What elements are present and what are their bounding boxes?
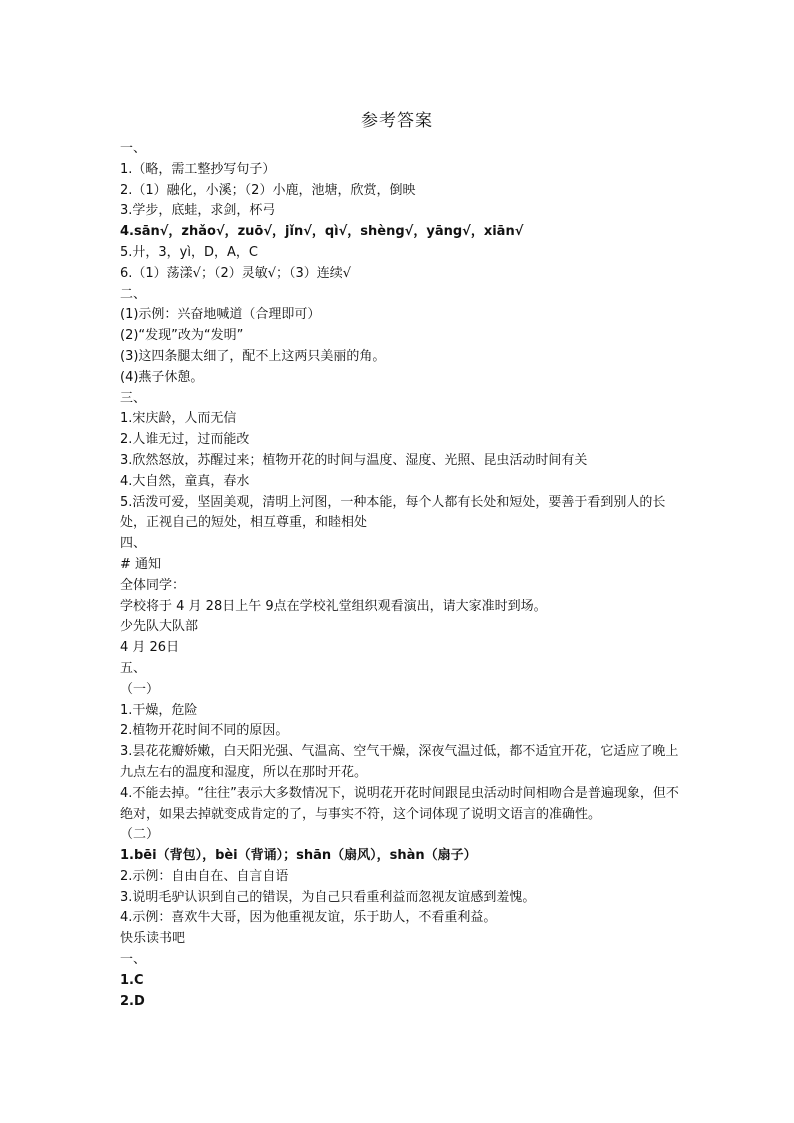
answer-line: (2)“发现”改为“发明”	[120, 328, 244, 344]
notice-heading: # 通知	[120, 556, 162, 572]
answer-line: 1.C	[120, 972, 144, 988]
answer-line: 1.宋庆龄，人而无信	[120, 411, 237, 427]
answer-line: 1.干燥，危险	[120, 702, 198, 718]
answer-body	[120, 139, 680, 1012]
subsection-heading: （一）	[120, 681, 160, 697]
answer-line: (3)这四条腿太细了，配不上这两只美丽的角。	[120, 348, 386, 364]
answer-line: 3.说明毛驴认识到自己的错误，为自己只看重利益而忽视友谊感到羞愧。	[120, 889, 536, 905]
section-heading-5: 五、	[120, 660, 147, 676]
answer-line: 1.（略，需工整抄写句子）	[120, 161, 276, 177]
section-heading-2: 二、	[120, 286, 147, 302]
reading-section-heading: 快乐读书吧	[120, 931, 186, 947]
answer-paragraph: 4.不能去掉。“往往”表示大多数情况下，说明花开花时间跟昆虫活动时间相吻合是普遍现象，但不绝对，如果去掉就变成肯定的了，与事实不符，这个词体现了说明文语言的准确性。	[120, 785, 679, 822]
answer-line: 3.欣然怒放，苏醒过来；植物开花的时间与温度、湿度、光照、昆虫活动时间有关	[120, 452, 588, 468]
answer-line: 2.D	[120, 993, 145, 1009]
answer-paragraph: 5.活泼可爱，坚固美观，清明上河图，一种本能，每个人都有长处和短处，要善于看到别人的长处，正视自己的短处，相互尊重，和睦相处	[120, 494, 666, 531]
notice-signature: 少先队大队部	[120, 619, 199, 635]
section-heading-3: 三、	[120, 390, 147, 406]
section-heading-1: 一、	[120, 141, 147, 156]
answer-line: (1)示例：兴奋地喊道（合理即可）	[120, 307, 321, 323]
notice-salutation: 全体同学：	[120, 577, 186, 593]
answer-line: 2.（1）融化，小溪；（2）小鹿，池塘，欣赏，倒映	[120, 182, 416, 198]
answer-line: 4.示例：喜欢牛大哥，因为他重视友谊，乐于助人，不看重利益。	[120, 910, 497, 926]
answer-line: 2.植物开花时间不同的原因。	[120, 723, 289, 739]
answer-line: 5.廾，3，yì，D，A，C	[120, 244, 258, 260]
answer-line: 2.人谁无过，过而能改	[120, 432, 250, 448]
answer-line: 4.大自然，童真，春水	[120, 473, 250, 489]
answer-line: 3.学步，底蛙，求剑，杯弓	[120, 203, 276, 219]
notice-body: 学校将于 4 月 28日上午 9点在学校礼堂组织观看演出，请大家准时到场。	[120, 598, 547, 614]
answer-line: 2.示例：自由自在、自言自语	[120, 868, 289, 884]
answer-line: 6.（1）荡漾√；（2）灵敏√；（3）连续√	[120, 265, 352, 281]
answer-line-pinyin: 1.bēi（背包），bèi（背诵）；shān（扇风），shàn（扇子）	[120, 848, 477, 864]
subsection-heading: （二）	[120, 827, 160, 843]
answer-line: (4)燕子休憩。	[120, 369, 204, 385]
section-heading-reading-1: 一、	[120, 952, 147, 968]
notice-date: 4 月 26日	[120, 640, 180, 656]
section-heading-4: 四、	[120, 536, 147, 552]
page-title: 参考答案	[361, 111, 433, 131]
answer-paragraph: 3.昙花花瓣娇嫩，白天阳光强、气温高、空气干燥，深夜气温过低，都不适宜开花，它适应了晚上九点左右的温度和湿度，所以在那时开花。	[120, 744, 679, 780]
answer-line-pinyin: 4.sān√，zhǎo√，zuō√，jǐn√，qì√，shèng√，yāng√，xiān√	[120, 224, 524, 240]
